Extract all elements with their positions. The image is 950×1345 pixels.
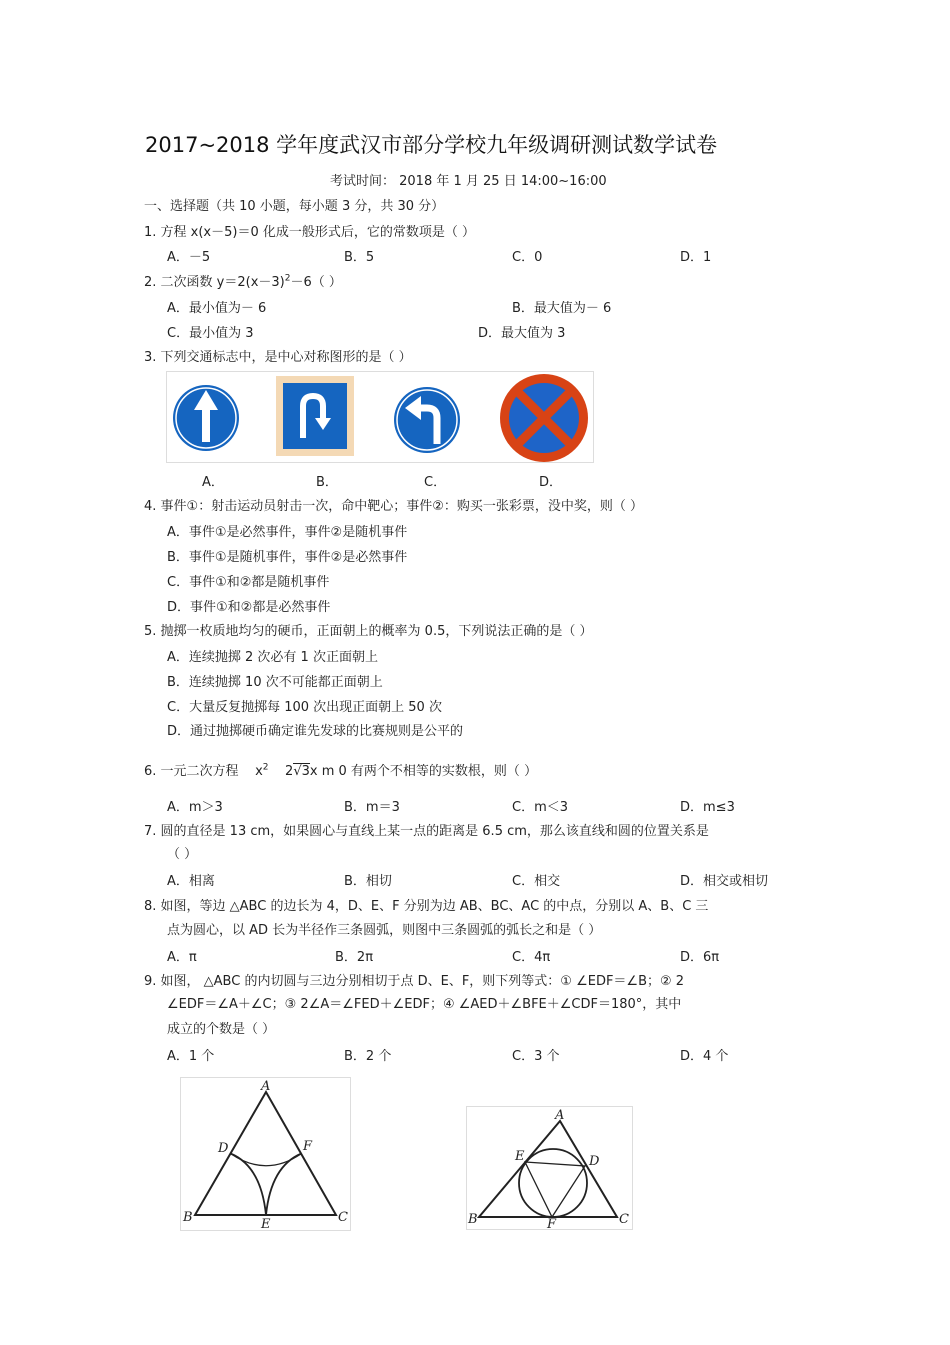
- q2-option-d: D．最大值为 3: [478, 326, 566, 341]
- fig1-label-d: D: [218, 1141, 229, 1156]
- question-6-stem: 6. 一元二次方程 $x^2$ 2√3x m 0 有两个不相等的实数根，则（ ）: [144, 762, 538, 779]
- q1-option-b: B．5: [344, 250, 375, 265]
- q2-option-a: A．最小值为－ 6: [167, 301, 267, 316]
- q6-option-d: D．m≤3: [680, 800, 735, 815]
- fig1-label-c: C: [338, 1210, 348, 1225]
- q4-option-b: B．事件①是随机事件，事件②是必然事件: [167, 550, 408, 565]
- left-turn-sign-icon: [394, 387, 460, 453]
- fig1-label-a: A: [261, 1079, 271, 1094]
- fig2-label-b: B: [468, 1212, 478, 1227]
- question-7-stem: 7. 圆的直径是 13 cm，如果圆心与直线上某一点的距离是 6.5 cm，那么该直线和圆的位置关系是: [144, 824, 709, 839]
- page-title: 2017~2018 学年度武汉市部分学校九年级调研测试数学试卷: [145, 133, 718, 157]
- fig2-label-d: D: [589, 1154, 600, 1169]
- fig2-label-f: F: [547, 1217, 557, 1229]
- fig1-label-e: E: [261, 1217, 271, 1230]
- q5-option-d: D．通过抛掷硬币确定谁先发球的比赛规则是公平的: [167, 724, 464, 739]
- section-heading: 一、选择题（共 10 小题，每小题 3 分，共 30 分）: [144, 199, 445, 214]
- q9-option-b: B．2 个: [344, 1049, 392, 1064]
- question-5-stem: 5. 抛掷一枚质地均匀的硬币，正面朝上的概率为 0.5，下列说法正确的是（ ）: [144, 624, 593, 639]
- question-9-line3: 成立的个数是（ ）: [167, 1022, 276, 1037]
- question-9-line2: ∠EDF＝∠A＋∠C；③ 2∠A＝∠FED＋∠EDF；④ ∠AED＋∠BFE＋∠CDF＝180°，其中: [167, 997, 682, 1012]
- q9-option-a: A．1 个: [167, 1049, 215, 1064]
- q6-option-b: B．m＝3: [344, 800, 400, 815]
- question-8-line1: 8. 如图，等边 △ABC 的边长为 4，D、E、F 分别为边 AB、BC、AC 的中点，分别以 A、B、C 三: [144, 899, 709, 914]
- figure-q9-incircle: [466, 1106, 633, 1230]
- exam-time: 考试时间： 2018 年 1 月 25 日 14:00~16:00: [330, 174, 607, 189]
- q1-option-d: D．1: [680, 250, 712, 265]
- question-9-line1: 9. 如图， △ABC 的内切圆与三边分别相切于点 D、E、F，则下列等式：① ∠EDF＝∠B；② 2: [144, 974, 685, 989]
- q6-option-c: C．m＜3: [512, 800, 569, 815]
- q3-option-c: C．: [424, 475, 447, 490]
- fig1-label-f: F: [303, 1139, 313, 1154]
- q6-option-a: A．m＞3: [167, 800, 223, 815]
- u-turn-sign-icon: [276, 376, 354, 456]
- q4-option-c: C．事件①和②都是随机事件: [167, 575, 330, 590]
- traffic-signs-figure: [166, 371, 594, 463]
- q2-option-b: B．最大值为－ 6: [512, 301, 612, 316]
- figure-q8-triangle-arcs: [180, 1077, 351, 1231]
- question-1-stem: 1. 方程 x(x－5)＝0 化成一般形式后，它的常数项是（ ）: [144, 225, 476, 240]
- q3-option-b: B．: [316, 475, 338, 490]
- q8-option-a: A．π: [167, 950, 197, 965]
- question-2-stem: 2. 二次函数 $y=2(x-3)^2-6$（ ）: [144, 273, 342, 290]
- fig2-label-a: A: [555, 1108, 565, 1123]
- q3-option-a: A．: [202, 475, 224, 490]
- fig1-label-b: B: [183, 1210, 193, 1225]
- fig2-label-e: E: [515, 1149, 525, 1164]
- question-7-paren: （ ）: [167, 847, 198, 862]
- q9-option-c: C．3 个: [512, 1049, 560, 1064]
- q8-option-d: D．6π: [680, 950, 720, 965]
- no-parking-sign-icon: [500, 374, 588, 462]
- q4-option-d: D．事件①和②都是必然事件: [167, 600, 331, 615]
- question-3-stem: 3. 下列交通标志中，是中心对称图形的是（ ）: [144, 350, 412, 365]
- q7-option-c: C．相交: [512, 874, 561, 889]
- q7-option-d: D．相交或相切: [680, 874, 769, 889]
- arrow-up-sign-icon: [173, 385, 239, 451]
- q7-option-a: A．相离: [167, 874, 215, 889]
- q9-option-d: D．4 个: [680, 1049, 729, 1064]
- q8-option-c: C．4π: [512, 950, 551, 965]
- q8-option-b: B．2π: [335, 950, 374, 965]
- question-4-stem: 4. 事件①：射击运动员射击一次，命中靶心；事件②：购买一张彩票，没中奖，则（ ）: [144, 499, 643, 514]
- question-8-line2: 点为圆心，以 AD 长为半径作三条圆弧，则图中三条圆弧的弧长之和是（ ）: [167, 923, 602, 938]
- q1-option-a: A．－5: [167, 250, 211, 265]
- q2-option-c: C．最小值为 3: [167, 326, 254, 341]
- q7-option-b: B．相切: [344, 874, 392, 889]
- q1-option-c: C．0: [512, 250, 543, 265]
- q5-option-a: A．连续抛掷 2 次必有 1 次正面朝上: [167, 650, 378, 665]
- q3-option-d: D．: [539, 475, 563, 490]
- q5-option-b: B．连续抛掷 10 次不可能都正面朝上: [167, 675, 383, 690]
- q4-option-a: A．事件①是必然事件，事件②是随机事件: [167, 525, 408, 540]
- q5-option-c: C．大量反复抛掷每 100 次出现正面朝上 50 次: [167, 700, 442, 715]
- fig2-label-c: C: [619, 1212, 629, 1227]
